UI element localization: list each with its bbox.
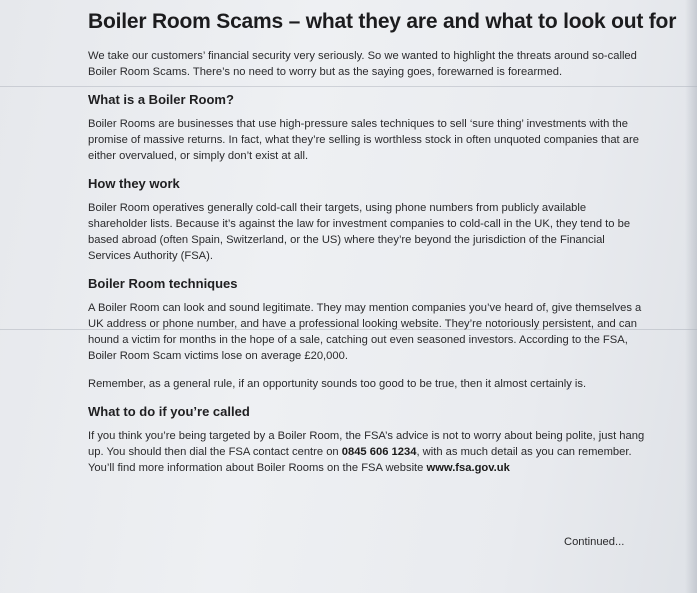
fsa-website: www.fsa.gov.uk bbox=[426, 462, 510, 474]
advice-text-continued: , with as much detail as you can remember. You’ll find more information about Boiler Rooms on the FSA website bbox=[88, 446, 632, 474]
section-paragraph: Boiler Rooms are businesses that use high-pressure sales techniques to sell ‘sure thing’ investments with the promise of massive returns. In fact, what they’re selling is worthless stock in often unquoted companies that are either overvalued, or simply don’t exist at all. bbox=[88, 118, 639, 162]
section-what-is-boiler-room bbox=[88, 92, 648, 164]
section-techniques bbox=[88, 276, 648, 392]
section-heading: What to do if you’re called bbox=[88, 404, 250, 419]
intro-paragraph: We take our customers’ financial security very seriously. So we wanted to highlight the threats around so-called Boiler Room Scams. There’s no need to worry but as the saying goes, forewarned is forearmed. bbox=[88, 50, 637, 78]
section-paragraph: A Boiler Room can look and sound legitimate. They may mention companies you’ve heard of, give themselves a UK address or phone number, and have a professional looking website. They’re notoriously persistent, and can hound a victim for months in the hope of a sale, catching out even seasoned investors. According to the FSA, Boiler Room Scam victims lose on average £20,000. bbox=[88, 302, 642, 362]
page-edge-shadow bbox=[685, 0, 697, 593]
page-title: Boiler Room Scams – what they are and what to look out for bbox=[88, 10, 677, 33]
section-paragraph bbox=[88, 428, 648, 476]
letter-body bbox=[88, 10, 677, 488]
section-heading: How they work bbox=[88, 176, 180, 191]
section-what-to-do bbox=[88, 404, 648, 476]
general-rule-paragraph: Remember, as a general rule, if an opportunity sounds too good to be true, then it almost certainly is. bbox=[88, 378, 587, 390]
continued-label: Continued... bbox=[564, 536, 625, 548]
advice-text: If you think you’re being targeted by a Boiler Room, the FSA’s advice is not to worry about being polite, just hang up. You should then dial the FSA contact centre on bbox=[88, 430, 645, 458]
section-paragraph: Boiler Room operatives generally cold-call their targets, using phone numbers from publicly available shareholder lists. Because it’s against the law for investment companies to cold-call in the UK, they tend to be based abroad (often Spain, Switzerland, or the US) where they’re beyond the jurisdiction of the Financial Services Authority (FSA). bbox=[88, 202, 631, 262]
section-heading: What is a Boiler Room? bbox=[88, 92, 234, 107]
fsa-phone-number: 0845 606 1234 bbox=[341, 446, 417, 458]
section-heading: Boiler Room techniques bbox=[88, 276, 238, 291]
section-how-they-work bbox=[88, 176, 648, 264]
